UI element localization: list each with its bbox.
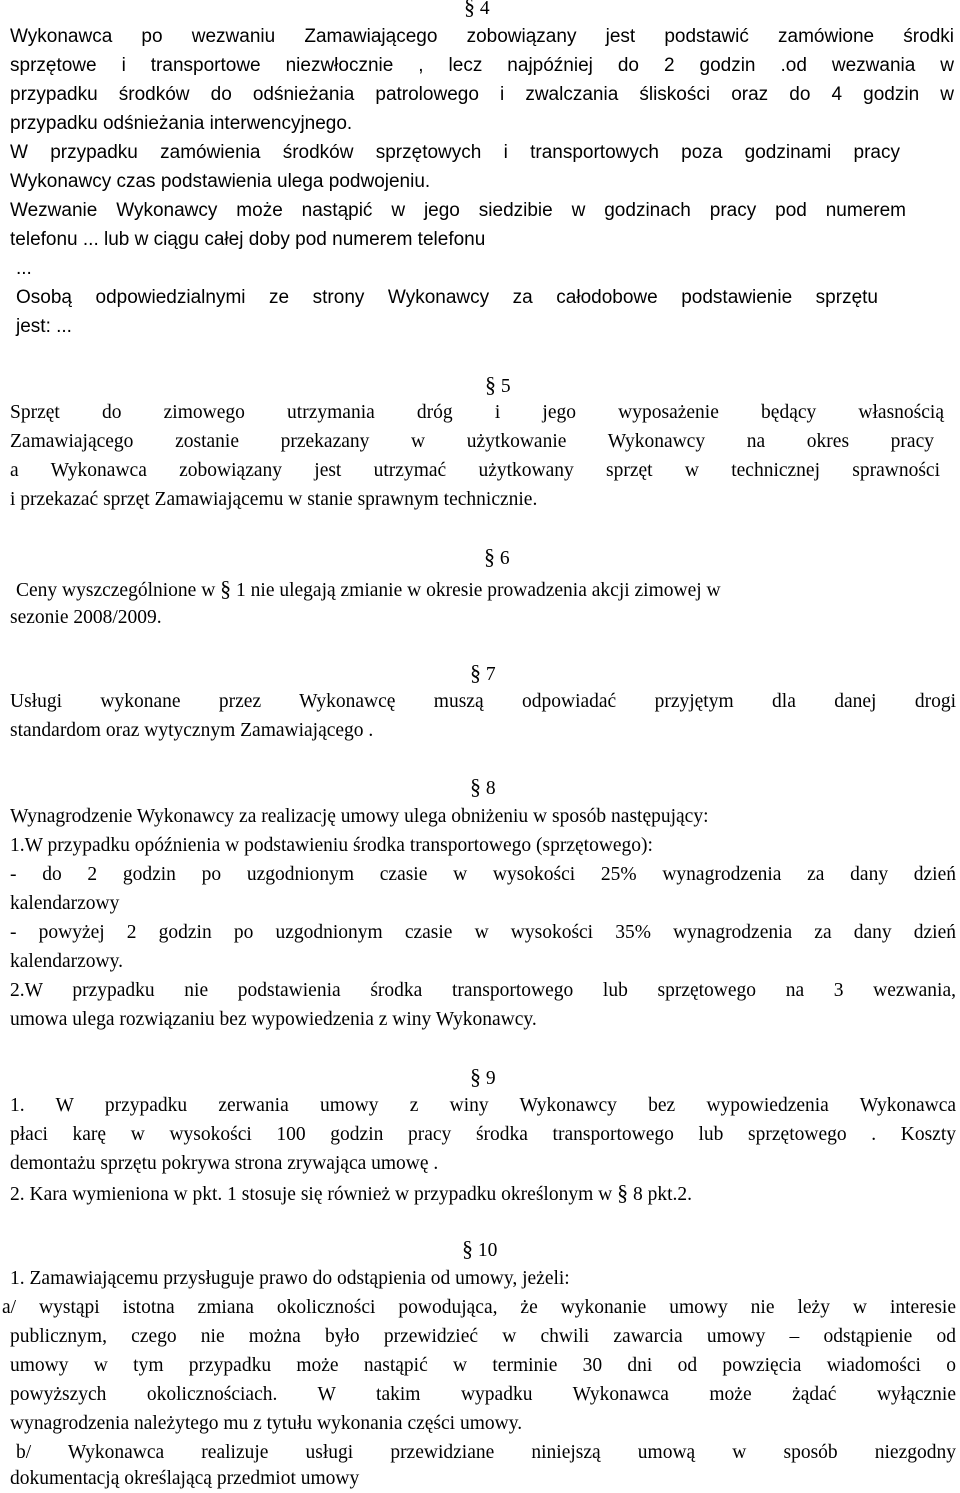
text-line: przypadku odśnieżania interwencyjnego. bbox=[10, 113, 353, 134]
text-line: 1. W przypadku zerwania umowy z winy Wykonawcy bez wypowiedzenia Wykonawca bbox=[10, 1095, 956, 1116]
section-heading-8 bbox=[470, 772, 496, 803]
text-line: Osobą odpowiedzialnymi ze strony Wykonawcy za całodobowe podstawienie sprzętu bbox=[16, 287, 878, 308]
text-line: płaci karę w wysokości 100 godzin pracy środka transportowego lub sprzętowego . Koszty bbox=[10, 1124, 956, 1145]
text-line: standardom oraz wytycznym Zamawiającego . bbox=[10, 720, 374, 741]
text-line: dokumentacją określającą przedmiot umowy bbox=[10, 1468, 360, 1489]
section-number: 9 bbox=[485, 1068, 496, 1089]
text-line: Wezwanie Wykonawcy może nastąpić w jego siedzibie w godzinach pracy pod numerem bbox=[10, 200, 906, 221]
text-line: umowy w tym przypadku może nastąpić w terminie 30 dni od powzięcia wiadomości o bbox=[10, 1355, 956, 1376]
text-line: a/ wystąpi istotna zmiana okoliczności powodująca, że wykonanie umowy nie leży w interesie bbox=[2, 1297, 956, 1318]
text-line: 1. Zamawiającemu przysługuje prawo do odstąpienia od umowy, jeżeli: bbox=[10, 1268, 570, 1289]
text-line: Usługi wykonane przez Wykonawcę muszą odpowiadać przyjętym dla danej drogi bbox=[10, 691, 956, 712]
section-number: 4 bbox=[479, 0, 490, 19]
text-fragment: Ceny wyszczególnione w bbox=[16, 580, 216, 601]
section-heading-10 bbox=[462, 1234, 497, 1265]
text-fragment: 1 nie ulegają zmianie w okresie prowadzenia akcji zimowej w bbox=[236, 580, 721, 601]
section-heading-4 bbox=[464, 0, 490, 23]
text-line bbox=[16, 574, 956, 605]
text-line: jest: ... bbox=[16, 316, 72, 337]
text-line: przypadku środków do odśnieżania patrolowego i zwalczania śliskości oraz do 4 godzin w bbox=[10, 84, 954, 105]
text-line: W przypadku zamówienia środków sprzętowych i transportowych poza godzinami pracy bbox=[10, 142, 900, 163]
text-line: powyższych okolicznościach. W takim wypadku Wykonawca może żądać wyłącznie bbox=[10, 1384, 956, 1405]
section-sign: § bbox=[617, 1180, 629, 1205]
section-number: 5 bbox=[500, 376, 511, 397]
section-sign: § bbox=[484, 544, 495, 569]
text-line: Wynagrodzenie Wykonawcy za realizację umowy ulega obniżeniu w sposób następujący: bbox=[10, 806, 709, 827]
section-sign: § bbox=[485, 372, 496, 397]
text-line: publicznym, czego nie można było przewidzieć w chwili zawarcia umowy – odstąpienie od bbox=[10, 1326, 956, 1347]
text-line: b/ Wykonawca realizuje usługi przewidziane niniejszą umową w sposób niezgodny bbox=[16, 1442, 956, 1463]
section-heading-6 bbox=[484, 542, 510, 573]
text-line: - powyżej 2 godzin po uzgodnionym czasie w wysokości 35% wynagrodzenia za dany dzień bbox=[10, 922, 956, 943]
section-heading-5 bbox=[485, 370, 511, 401]
text-line: i przekazać sprzęt Zamawiającemu w stanie sprawnym technicznie. bbox=[10, 489, 538, 510]
section-sign: § bbox=[220, 576, 232, 601]
text-line: ... bbox=[16, 258, 32, 279]
text-fragment: 8 pkt.2. bbox=[632, 1184, 693, 1205]
section-heading-9 bbox=[470, 1062, 496, 1093]
text-line: telefonu ... lub w ciągu całej doby pod numerem telefonu bbox=[10, 229, 486, 250]
text-line: a Wykonawca zobowiązany jest utrzymać użytkowany sprzęt w technicznej sprawności bbox=[10, 460, 940, 481]
text-line: 2.W przypadku nie podstawienia środka transportowego lub sprzętowego na 3 wezwania, bbox=[10, 980, 956, 1001]
text-line: umowa ulega rozwiązaniu bez wypowiedzenia z winy Wykonawcy. bbox=[10, 1009, 537, 1030]
section-sign: § bbox=[470, 660, 481, 685]
text-line: 1.W przypadku opóźnienia w podstawieniu środka transportowego (sprzętowego): bbox=[10, 835, 653, 856]
section-number: 6 bbox=[499, 548, 510, 569]
section-number: 8 bbox=[485, 778, 496, 799]
text-line: kalendarzowy. bbox=[10, 951, 123, 972]
section-sign: § bbox=[462, 1236, 473, 1261]
text-line: Sprzęt do zimowego utrzymania dróg i jego wyposażenie będący własnością bbox=[10, 402, 944, 423]
section-number: 7 bbox=[485, 664, 496, 685]
text-line: sezonie 2008/2009. bbox=[10, 607, 162, 628]
section-number: 10 bbox=[477, 1240, 498, 1261]
text-line: sprzętowe i transportowe niezwłocznie , lecz najpóźniej do 2 godzin .od wezwania w bbox=[10, 55, 954, 76]
section-sign: § bbox=[470, 774, 481, 799]
section-sign: § bbox=[464, 0, 475, 19]
text-fragment: 2. Kara wymieniona w pkt. 1 stosuje się również w przypadku określonym w bbox=[10, 1184, 613, 1205]
section-heading-7 bbox=[470, 658, 496, 689]
text-line: kalendarzowy bbox=[10, 893, 120, 914]
text-line: Wykonawca po wezwaniu Zamawiającego zobowiązany jest podstawić zamówione środki bbox=[10, 26, 954, 47]
text-line: demontażu sprzętu pokrywa strona zrywająca umowę . bbox=[10, 1153, 439, 1174]
text-line: wynagrodzenia należytego mu z tytułu wykonania części umowy. bbox=[10, 1413, 523, 1434]
text-line: Wykonawcy czas podstawienia ulega podwojeniu. bbox=[10, 171, 431, 192]
text-line: - do 2 godzin po uzgodnionym czasie w wysokości 25% wynagrodzenia za dany dzień bbox=[10, 864, 956, 885]
text-line: Zamawiającego zostanie przekazany w użytkowanie Wykonawcy na okres pracy bbox=[10, 431, 934, 452]
text-line bbox=[10, 1178, 692, 1209]
section-sign: § bbox=[470, 1064, 481, 1089]
